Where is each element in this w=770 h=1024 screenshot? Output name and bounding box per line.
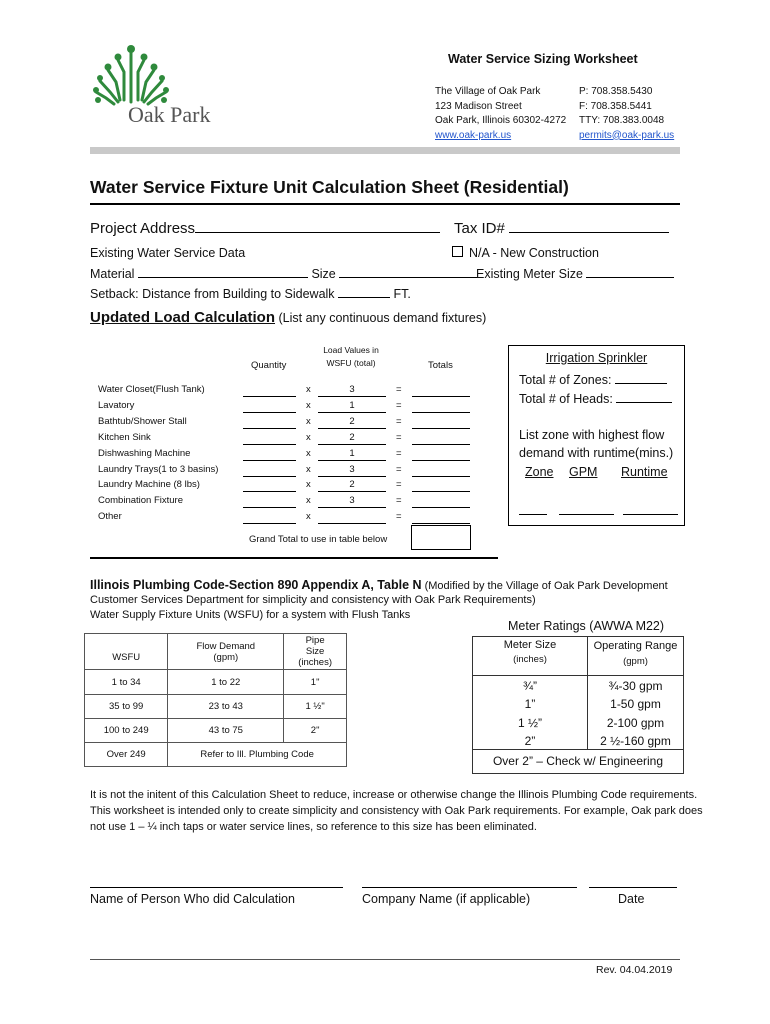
meter-table-title: Meter Ratings (AWWA M22)	[508, 619, 665, 633]
address-line: 123 Madison Street	[435, 100, 522, 112]
meter-range-cell: 2-100 gpm	[606, 716, 665, 730]
wsfu-cell: 43 to 75	[168, 719, 284, 743]
code-heading	[90, 576, 668, 594]
company-signature-field[interactable]	[362, 887, 577, 888]
load-value	[318, 511, 386, 524]
quantity-field[interactable]	[243, 396, 296, 397]
quantity-field[interactable]	[243, 460, 296, 461]
total-field[interactable]	[412, 460, 470, 461]
project-address-row	[90, 218, 440, 237]
name-signature-field[interactable]	[90, 887, 343, 888]
wsfu-header: WSFU	[85, 634, 168, 670]
load-value: 2	[318, 432, 386, 445]
material-label: Material	[90, 267, 135, 281]
tax-id-field[interactable]	[509, 218, 669, 233]
fixture-label: Bathtub/Shower Stall	[98, 416, 187, 427]
col-runtime: Runtime	[621, 465, 668, 479]
times-sign: x	[306, 511, 311, 522]
fixture-label: Other	[98, 511, 122, 522]
zone-field[interactable]	[519, 514, 547, 515]
size-label: Size	[311, 267, 336, 281]
quantity-field[interactable]	[243, 444, 296, 445]
tty-line: TTY: 708.383.0048	[579, 115, 665, 126]
load-value: 2	[318, 479, 386, 492]
col-header-load-values: Load Values in WSFU (total)	[323, 345, 379, 368]
times-sign: x	[306, 448, 311, 459]
meter-range-cell: ¾-30 gpm	[608, 679, 663, 693]
wsfu-cell: 35 to 99	[85, 695, 168, 719]
meter-size-cell: 1”	[524, 697, 536, 711]
quantity-field[interactable]	[243, 476, 296, 477]
irrigation-instruction: List zone with highest flow	[519, 428, 665, 442]
quantity-field[interactable]	[243, 491, 296, 492]
wsfu-cell: 1 to 34	[85, 670, 168, 695]
material-row	[90, 265, 479, 281]
meter-size-unit: (inches)	[513, 654, 547, 665]
disclaimer	[90, 787, 703, 835]
wsfu-header: Pipe Size (inches)	[284, 634, 347, 670]
equals-sign: =	[396, 448, 402, 459]
existing-data-label: Existing Water Service Data	[90, 246, 246, 260]
logo-text: Oak Park	[128, 102, 211, 127]
total-field[interactable]	[412, 444, 470, 445]
equals-sign: =	[396, 511, 402, 522]
irrigation-instruction: demand with runtime(mins.)	[519, 446, 674, 460]
existing-meter-row	[476, 265, 674, 281]
wsfu-cell: 2"	[284, 719, 347, 743]
code-subtext: Customer Services Department for simplicity and consistency with Oak Park Requirements)	[90, 594, 536, 606]
code-subtext: Water Supply Fixture Units (WSFU) for a system with Flush Tanks	[90, 609, 411, 621]
quantity-field[interactable]	[243, 507, 296, 508]
total-field[interactable]	[412, 412, 470, 413]
load-heading-text: Updated Load Calculation	[90, 309, 276, 326]
meter-header-divider	[473, 675, 683, 676]
heads-field[interactable]	[616, 390, 672, 403]
equals-sign: =	[396, 400, 402, 411]
disclaimer-line: This worksheet is intended only to create simplicity and consistency with Oak Park requirements. For example, Oak park does	[90, 805, 703, 817]
fixture-label: Laundry Trays(1 to 3 basins)	[98, 464, 219, 475]
meter-range-header: Operating Range	[593, 640, 678, 652]
disclaimer-line: It is not the initent of this Calculation Sheet to reduce, increase or otherwise change the Illinois Plumbing Code requirements.	[90, 789, 698, 801]
wsfu-cell: 1 ½"	[284, 695, 347, 719]
irrigation-title: Irrigation Sprinkler	[545, 351, 648, 365]
wsfu-cell: 23 to 43	[168, 695, 284, 719]
total-field[interactable]	[412, 507, 470, 508]
footer-rule	[90, 959, 680, 960]
na-new-construction[interactable]	[452, 246, 599, 260]
load-value: 1	[318, 448, 386, 461]
code-heading-bold: Illinois Plumbing Code-Section 890 Appendix A, Table N	[90, 578, 422, 592]
heads-row	[519, 390, 672, 406]
times-sign: x	[306, 400, 311, 411]
existing-meter-label: Existing Meter Size	[476, 267, 583, 281]
equals-sign: =	[396, 495, 402, 506]
fixture-label: Lavatory	[98, 400, 135, 411]
meter-size-header: Meter Size	[503, 639, 557, 651]
meter-size-cell: ¾”	[522, 679, 537, 693]
zones-field[interactable]	[615, 371, 667, 384]
meter-size-cell: 1 ½”	[517, 716, 542, 730]
meter-size-cell: 2”	[524, 734, 536, 748]
col-header-totals: Totals	[428, 360, 453, 371]
revision-label: Rev. 04.04.2019	[596, 964, 673, 976]
fixture-label: Water Closet(Flush Tank)	[98, 384, 205, 395]
total-field[interactable]	[412, 491, 470, 492]
material-field[interactable]	[138, 265, 308, 278]
na-checkbox-label: N/A - New Construction	[469, 246, 599, 260]
load-section-rule	[90, 557, 498, 559]
meter-range-unit: (gpm)	[623, 656, 648, 667]
times-sign: x	[306, 384, 311, 395]
load-calculation-heading	[90, 309, 486, 327]
contact-block	[579, 85, 674, 143]
fixture-label: Dishwashing Machine	[98, 448, 191, 459]
tax-id-label: Tax ID#	[454, 220, 505, 237]
checkbox-icon[interactable]	[452, 246, 463, 257]
meter-range-cell: 1-50 gpm	[610, 697, 661, 711]
name-label: Name of Person Who did Calculation	[90, 892, 295, 906]
load-value: 3	[318, 384, 386, 397]
form-title: Water Service Fixture Unit Calculation Sheet (Residential)	[90, 177, 569, 197]
irrigation-box	[508, 345, 685, 526]
quantity-field[interactable]	[243, 523, 296, 524]
project-address-field[interactable]	[195, 218, 440, 233]
equals-sign: =	[396, 464, 402, 475]
meter-table	[472, 636, 684, 774]
wsfu-cell: 1"	[284, 670, 347, 695]
tax-id-row	[454, 218, 669, 237]
runtime-field[interactable]	[623, 514, 678, 515]
grand-total-label: Grand Total to use in table below	[249, 534, 388, 545]
zones-label: Total # of Zones:	[519, 373, 612, 387]
setback-label: Setback: Distance from Building to Sidewalk	[90, 287, 335, 301]
times-sign: x	[306, 479, 311, 490]
fixture-label: Kitchen Sink	[98, 432, 151, 443]
heads-label: Total # of Heads:	[519, 392, 613, 406]
date-label: Date	[618, 892, 645, 906]
website-link[interactable]: www.oak-park.us	[435, 129, 512, 141]
equals-sign: =	[396, 384, 402, 395]
load-value: 3	[318, 464, 386, 477]
col-header-quantity: Quantity	[251, 360, 287, 371]
phone-line: P: 708.358.5430	[579, 86, 653, 97]
header-divider	[90, 147, 680, 154]
load-heading-note: (List any continuous demand fixtures)	[275, 311, 487, 325]
total-field[interactable]	[412, 523, 470, 524]
total-field[interactable]	[412, 428, 470, 429]
setback-field[interactable]	[338, 285, 390, 298]
wsfu-cell: 100 to 249	[85, 719, 168, 743]
address-line: The Village of Oak Park	[435, 86, 541, 97]
size-field[interactable]	[339, 265, 479, 278]
equals-sign: =	[396, 479, 402, 490]
gpm-field[interactable]	[559, 514, 614, 515]
quantity-field[interactable]	[243, 428, 296, 429]
setback-row	[90, 285, 411, 301]
equals-sign: =	[396, 416, 402, 427]
meter-footer-divider	[473, 749, 683, 750]
wsfu-table	[84, 633, 347, 767]
existing-meter-field[interactable]	[586, 265, 674, 278]
quantity-field[interactable]	[243, 412, 296, 413]
total-field[interactable]	[412, 396, 470, 397]
col-zone: Zone	[525, 465, 554, 479]
address-block	[435, 85, 566, 143]
title-rule	[90, 203, 680, 205]
oak-park-logo	[88, 42, 223, 132]
fax-line: F: 708.358.5441	[579, 100, 652, 112]
load-value: 2	[318, 416, 386, 429]
email-link[interactable]: permits@oak-park.us	[579, 129, 675, 141]
total-field[interactable]	[412, 476, 470, 477]
project-address-label: Project Address	[90, 220, 196, 237]
col-gpm: GPM	[569, 465, 598, 479]
wsfu-cell: Refer to Ill. Plumbing Code	[168, 743, 347, 767]
meter-col-divider	[587, 637, 588, 749]
times-sign: x	[306, 464, 311, 475]
company-label: Company Name (if applicable)	[362, 892, 531, 906]
times-sign: x	[306, 432, 311, 443]
address-line: Oak Park, Illinois 60302-4272	[435, 115, 567, 126]
code-heading-note: (Modified by the Village of Oak Park Development	[421, 580, 668, 592]
wsfu-cell: 1 to 22	[168, 670, 284, 695]
setback-unit: FT.	[393, 287, 411, 301]
equals-sign: =	[396, 432, 402, 443]
times-sign: x	[306, 416, 311, 427]
grand-total-box[interactable]	[411, 525, 471, 550]
load-value: 1	[318, 400, 386, 413]
fixture-label: Laundry Machine (8 lbs)	[98, 479, 200, 490]
times-sign: x	[306, 495, 311, 506]
wsfu-cell: Over 249	[85, 743, 168, 767]
date-field[interactable]	[589, 887, 677, 888]
load-value: 3	[318, 495, 386, 508]
meter-range-cell: 2 ½-160 gpm	[600, 734, 671, 748]
fixture-label: Combination Fixture	[98, 495, 184, 506]
wsfu-header: Flow Demand (gpm)	[168, 634, 284, 670]
meter-footer: Over 2” – Check w/ Engineering	[492, 754, 664, 768]
zones-row	[519, 371, 667, 387]
worksheet-title: Water Service Sizing Worksheet	[448, 52, 638, 66]
disclaimer-line: not use 1 – ¼ inch taps or water service lines, so reference to this size has been eliminated.	[90, 821, 537, 833]
